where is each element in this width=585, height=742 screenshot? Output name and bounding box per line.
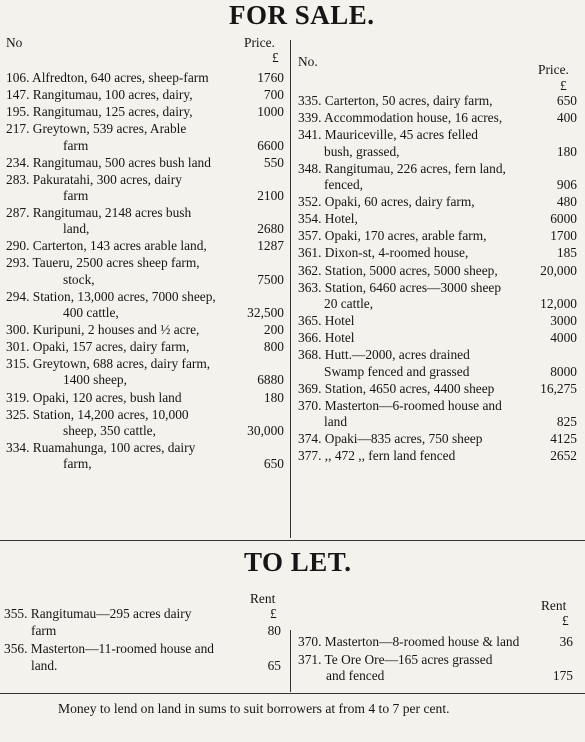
listing-price: 175	[552, 668, 573, 683]
listing-price: 2680	[257, 221, 284, 237]
listing-description: 325. Station, 14,200 acres, 10,000	[6, 406, 189, 422]
listing-price: 7500	[257, 271, 284, 287]
listing-price: 650	[263, 456, 284, 472]
listing-price: 20,000	[540, 262, 577, 278]
listing-description: 335. Carterton, 50 acres, dairy farm,	[298, 93, 493, 108]
listing-description: 339. Accommodation house, 16 acres,	[298, 110, 503, 126]
listing-price: 480	[556, 194, 577, 209]
listing-price: 16,275	[540, 380, 577, 396]
left-col-price-header: Price.	[244, 35, 275, 50]
listing-price: 1760	[257, 70, 284, 85]
listing-price: 1700	[550, 228, 577, 244]
listing-price: 550	[263, 154, 284, 170]
listing-price: 3000	[550, 313, 577, 329]
listing-description: 368. Hutt.—2000, acres drained	[298, 347, 470, 363]
listing-price: 36	[559, 634, 573, 649]
listing-price: 80	[267, 622, 281, 638]
listing-description-continued: land,	[63, 221, 90, 237]
listing-description-continued: 20 cattle,	[324, 295, 374, 311]
listing-description: 348. Rangitumau, 226 acres, fern land,	[298, 160, 506, 176]
listing-price: 1287	[257, 238, 284, 254]
listing-price: 2100	[257, 187, 284, 203]
listing-description: 283. Pakuratahi, 300 acres, dairy	[6, 171, 182, 187]
listing-description-continued: fenced,	[324, 176, 364, 192]
listing-price: 800	[263, 339, 284, 355]
to-let-heading: TO LET.	[244, 547, 352, 577]
listing-price: 185	[556, 245, 577, 261]
listing-description: 341. Mauriceville, 45 acres felled	[298, 127, 478, 143]
listing-description-continued: land	[324, 414, 348, 430]
to-let-right-pound-header: £	[562, 613, 569, 628]
listing-description: 355. Rangitumau—295 acres dairy	[4, 606, 192, 621]
to-let-left-rent-header: Rent	[250, 591, 276, 606]
listing-price: 906	[556, 176, 577, 192]
listing-description: 294. Station, 13,000 acres, 7000 sheep,	[6, 288, 216, 304]
listing-description: 371. Te Ore Ore—165 acres grassed	[298, 651, 493, 667]
listing-description-continued: farm,	[63, 456, 92, 472]
listing-description: 370. Masterton—6-roomed house and	[298, 397, 502, 413]
listing-description-continued: stock,	[63, 271, 95, 287]
listing-description: 370. Masterton—8-roomed house & land	[298, 634, 520, 649]
left-col-no-header: No	[6, 35, 23, 50]
listing-description: 365. Hotel	[298, 313, 355, 329]
listing-price: 700	[263, 87, 284, 103]
listing-description-continued: 400 cattle,	[63, 304, 119, 320]
listing-description: 362. Station, 5000 acres, 5000 sheep,	[298, 262, 498, 278]
column-divider	[290, 40, 291, 538]
listing-description: 369. Station, 4650 acres, 4400 sheep	[298, 380, 495, 396]
listing-description-continued: and fenced	[326, 668, 385, 683]
listing-description: 290. Carterton, 143 acres arable land,	[6, 238, 207, 254]
listing-description-continued: farm	[63, 137, 89, 153]
listing-price: 1000	[257, 104, 284, 120]
listing-description: 356. Masterton—11-roomed house and	[4, 641, 214, 656]
listing-description: 361. Dixon-st, 4-roomed house,	[298, 245, 469, 261]
section-rule-top	[0, 540, 585, 541]
listing-price: 6600	[257, 137, 284, 153]
footer-note: Money to lend on land in sums to suit borrowers at from 4 to 7 per cent.	[58, 701, 450, 716]
listing-description: 234. Rangitumau, 500 acres bush land	[6, 154, 211, 170]
listing-price: 400	[556, 110, 577, 126]
listing-description-continued: farm	[63, 187, 89, 203]
left-col-pound-header: £	[272, 50, 279, 65]
listing-description: 319. Opaki, 120 acres, bush land	[6, 389, 182, 405]
listing-description: 352. Opaki, 60 acres, dairy farm,	[298, 194, 475, 209]
listing-description: 357. Opaki, 170 acres, arable farm,	[298, 228, 487, 244]
listing-price: 180	[556, 143, 577, 159]
right-col-no-header: No.	[298, 54, 318, 69]
section-rule-bottom	[0, 693, 585, 694]
listing-price: 200	[263, 322, 284, 337]
right-col-pound-header: £	[560, 78, 567, 93]
listing-description-continued: 1400 sheep,	[63, 372, 127, 388]
listing-description: 301. Opaki, 157 acres, dairy farm,	[6, 339, 190, 355]
listing-price: 32,500	[247, 304, 284, 320]
listing-description: 287. Rangitumau, 2148 acres bush	[6, 205, 192, 220]
listing-description: 334. Ruamahunga, 100 acres, dairy	[6, 439, 196, 455]
listing-description: 363. Station, 6460 acres—3000 sheep	[298, 279, 502, 295]
listing-price: 6000	[550, 211, 577, 227]
listing-price: 2652	[550, 448, 577, 464]
listing-price: 4000	[550, 330, 577, 346]
listing-description: 366. Hotel	[298, 330, 355, 346]
listing-price: 180	[263, 389, 284, 405]
to-let-divider	[290, 630, 291, 692]
listing-description: 374. Opaki—835 acres, 750 sheep	[298, 431, 483, 447]
listing-price: 4125	[550, 431, 577, 447]
listing-description-continued: sheep, 350 cattle,	[63, 422, 156, 438]
listing-description: 106. Alfredton, 640 acres, sheep-farm	[6, 70, 209, 85]
listing-description: 354. Hotel,	[298, 211, 358, 227]
listing-price: 30,000	[247, 422, 284, 438]
listing-price: 65	[267, 657, 281, 673]
to-let-right-rent-header: Rent	[541, 598, 567, 613]
listing-price: 650	[556, 93, 577, 108]
listing-description: 293. Taueru, 2500 acres sheep farm,	[6, 255, 200, 271]
listing-description: 217. Greytown, 539 acres, Arable	[6, 121, 187, 137]
listing-price: 12,000	[540, 295, 577, 311]
right-col-price-header: Price.	[538, 62, 569, 77]
listing-description-continued: land.	[31, 657, 58, 673]
listing-price: 825	[556, 414, 577, 430]
listing-description-continued: bush, grassed,	[324, 143, 400, 159]
listing-price: 8000	[550, 363, 577, 379]
listing-price: 6880	[257, 372, 284, 388]
to-let-left-pound-header: £	[270, 606, 277, 621]
listing-description: 377. ,, 472 ,, fern land fenced	[298, 448, 456, 464]
listing-description: 195. Rangitumau, 125 acres, dairy,	[6, 104, 193, 120]
listing-description-continued: Swamp fenced and grassed	[324, 363, 470, 379]
listing-description: 147. Rangitumau, 100 acres, dairy,	[6, 87, 193, 103]
listing-description-continued: farm	[31, 622, 57, 638]
listing-description: 315. Greytown, 688 acres, dairy farm,	[6, 356, 211, 372]
listing-description: 300. Kuripuni, 2 houses and ½ acre,	[6, 322, 200, 337]
for-sale-heading: FOR SALE.	[229, 0, 375, 30]
